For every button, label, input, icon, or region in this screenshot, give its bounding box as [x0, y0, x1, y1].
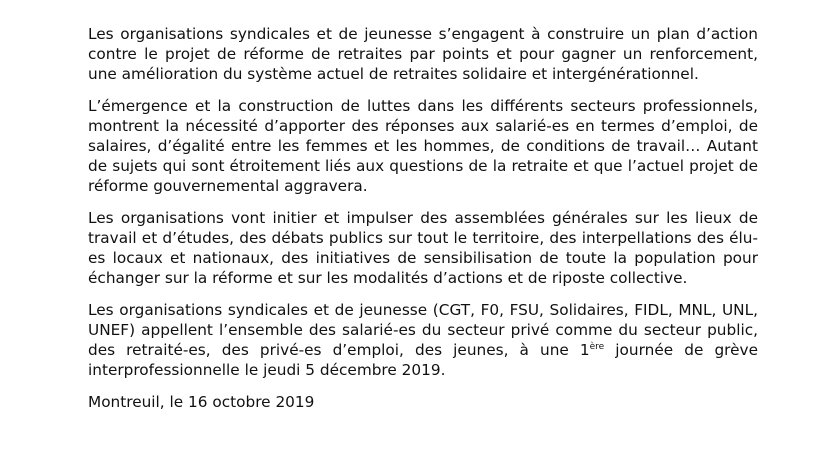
- paragraph-action-plan: Les organisations syndicales et de jeunesse s’engagent à construire un plan d’action contre le projet de réforme de retraites par points et pour gagner un renforcement, une amélioration du système actuel de retraites solidaire et intergénérationnel.: [88, 25, 758, 83]
- paragraph-assemblies: Les organisations vont initier et impulser des assemblées générales sur les lieux de travail et d’études, des débats publics sur tout le territoire, des interpellations des élu-es locaux et nationaux, des initiatives de sensibilisation de toute la population pour échanger sur la réforme et sur les modalités d’actions et de riposte collective.: [88, 209, 758, 287]
- strike-call-text-after: journée de grève interprofessionnelle le jeudi 5 décembre 2019.: [88, 341, 758, 379]
- signoff-place-date: Montreuil, le 16 octobre 2019: [88, 393, 315, 411]
- paragraph-struggles: L’émergence et la construction de luttes dans les différents secteurs professionnels, montrent la nécessité d’apporter des réponses aux salarié-es en termes d’emploi, de salaires, d’égalité entre les femmes et les hommes, de conditions de travail… Autant de sujets qui sont étroitement liés aux questions de la retraite et que l’actuel projet de réforme gouvernemental aggravera.: [88, 97, 758, 195]
- paragraph-strike-call: [88, 300, 758, 380]
- ordinal-superscript: ère: [589, 342, 605, 352]
- strike-call-text-before: Les organisations syndicales et de jeunesse (CGT, F0, FSU, Solidaires, FIDL, MNL, UNL, UNEF) appellent l’ensemble des salarié-es du secteur privé comme du secteur public, des retraité-es, des privé-es d’emploi, des jeunes, à une 1: [88, 301, 758, 359]
- document-body: [88, 24, 758, 424]
